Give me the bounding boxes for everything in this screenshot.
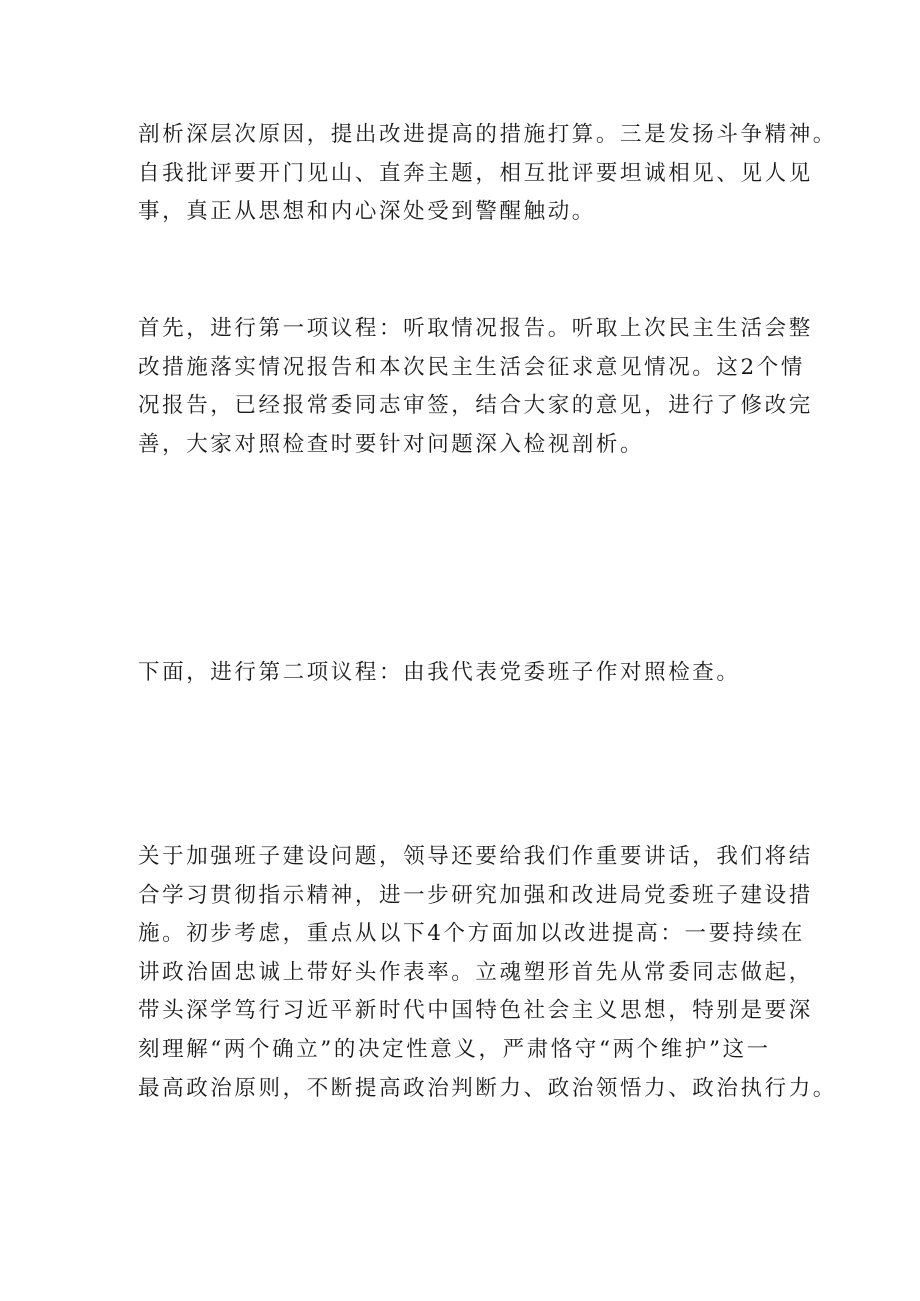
text-line: 讲政治固忠诚上带好头作表率。立魂塑形首先从常委同志做起， bbox=[138, 959, 813, 985]
paragraph-agenda-item-two bbox=[138, 654, 810, 693]
text-line: 最高政治原则，不断提高政治判断力、政治领悟力、政治执行力。 bbox=[138, 1075, 837, 1101]
text-line: 自我批评要开门见山、直奔主题，相互批评要坦诚相见、见人见 bbox=[138, 160, 813, 186]
text-line: 下面，进行第二项议程：由我代表党委班子作对照检查。 bbox=[138, 660, 741, 685]
text-line: 改措施落实情况报告和本次民主生活会征求意见情况。这2个情 bbox=[138, 354, 805, 380]
text-line: 善，大家对照检查时要针对问题深入检视剖析。 bbox=[138, 431, 645, 457]
text-line: 刻理解“两个确立”的决定性意义，严肃恪守“两个维护”这一 bbox=[138, 1036, 771, 1062]
paragraph-agenda-item-one bbox=[138, 310, 813, 464]
text-line: 施。初步考虑，重点从以下4个方面加以改进提高：一要持续在 bbox=[138, 921, 805, 947]
text-line: 况报告，已经报常委同志审签，结合大家的意见，进行了修改完 bbox=[138, 393, 813, 419]
text-line: 关于加强班子建设问题，领导还要给我们作重要讲话，我们将结 bbox=[138, 844, 813, 869]
paragraph-self-criticism bbox=[138, 116, 837, 232]
text-line: 带头深学笃行习近平新时代中国特色社会主义思想，特别是要深 bbox=[138, 998, 813, 1024]
paragraph-team-building bbox=[138, 838, 837, 1108]
text-line: 剖析深层次原因，提出改进提高的措施打算。三是发扬斗争精神。 bbox=[138, 122, 837, 147]
text-line: 首先，进行第一项议程：听取情况报告。听取上次民主生活会整 bbox=[138, 316, 813, 341]
text-line: 事，真正从思想和内心深处受到警醒触动。 bbox=[138, 199, 596, 225]
text-line: 合学习贯彻指示精神，进一步研究加强和改进局党委班子建设措 bbox=[138, 882, 813, 908]
